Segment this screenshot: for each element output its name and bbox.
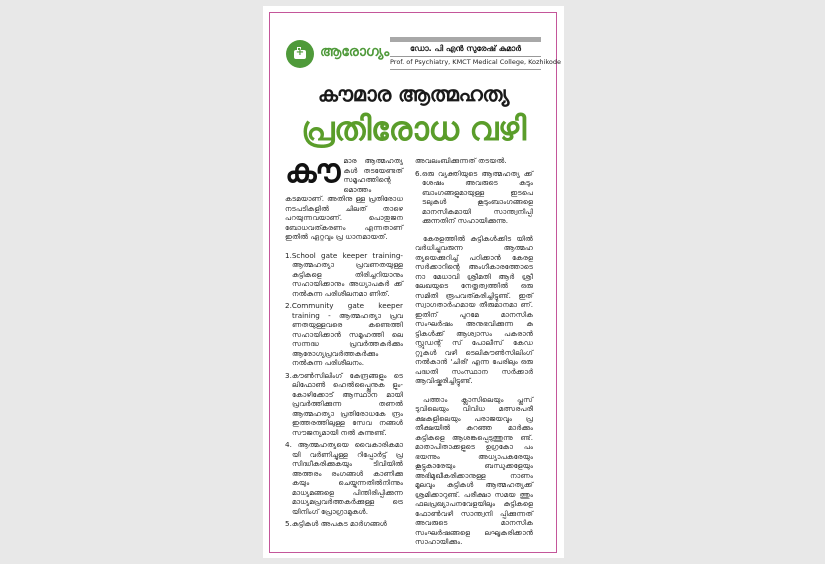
prevention-list-continued xyxy=(415,156,533,226)
divider xyxy=(390,56,541,57)
list-item: 6.ഒരു വ്യക്തിയുടെ ആത്മഹത്യ ക്ക് ശേഷം അവരുടെ കുടും ബാംഗങ്ങളുമായുള്ള ഇടപെ ടലുകൾ കൂടുംബാംഗങ്ങളെ മാനസികമായി സാന്ത്വനിപ്പി ക്കുന്നതിന് സഹായിക്കുന്നു. xyxy=(415,168,533,225)
body-paragraph: പത്താം ക്ലാസിലെയും പ്ലസ് ടുവിലെയും വിവിധ മത്സരപരീ ക്ഷകളിലെയും പരാജയവും പ്ര തീക്ഷയിൽ കുറഞ്ഞ മാർക്കും കുട്ടികളെ ആശങ്കപ്പെടുത്തുന്നു ണ്ട്. മാതാപിതാക്കളുടെ ഉഗ്രകോ പം ഭയന്നും അധ്യാപകരേയും കൂട്ടുകാരേയും ബന്ധുക്കളേയും അഭിമുഖീകരിക്കാനുള്ള നാണം മൂലവും കുട്ടികൾ ആത്മഹത്യക്ക് ശ്രമിക്കാറുണ്ട്. പരീക്ഷാ സമയ ത്തും ഫലപ്രഖ്യാപനവേളയിലും കുട്ടികളെ ഫോൺവഴി സാന്ത്വനി പ്പിക്കുന്നത് അവരുടെ മാനസിക സംഘർഷങ്ങളെ ലഘൂകരിക്കാൻ സാഹായിക്കും. xyxy=(415,394,533,546)
subheadline: പ്രതിരോധ വഴി xyxy=(301,109,526,148)
left-column xyxy=(285,151,403,532)
intro-paragraph xyxy=(285,151,403,242)
list-item: 4. ആത്മഹത്യയെ വൈകാരികമാ യി വർണിച്ചുള്ള റിപ്പോർട്ട് പ്ര സിദ്ധീകരിക്കുകയും ടിവിയിൽ അത്തരം രംഗങ്ങൾ കാണിക്കു കയും ചെയ്യുന്നതിൽനിന്നും മാധ്യമങ്ങളെ പിന്തിരിപ്പിക്കുന്ന മാധ്യമപ്രവർത്തകർക്കുള്ള ട്രെ യിനിംഗ് പ്രോഗ്രാമുകൾ. xyxy=(285,440,403,516)
author-name: ഡോ. പി എൻ സുരേഷ് കുമാർ xyxy=(410,44,521,53)
list-item: 3.കൗൺസിലിംഗ് കേന്ദ്രങ്ങളും ടെ ലിഫോൺ ഹെൽപ്പ്ലൈനുക ളും- കോഴിക്കോട് ആസ്ഥാന മായി പ്രവർത്തിക്കുന്ന തണൽ ആത്മഹത്യാ പ്രതിരോധകേ ന്ദ്രം ഇത്തരത്തിലുള്ള സേവ നങ്ങൾ സൗജന്യമായി നൽ കുന്നുണ്ട്. xyxy=(285,370,403,437)
dropcap: കൗ xyxy=(285,151,341,190)
headline: കൗമാര ആത്മഹത്യ xyxy=(317,82,510,106)
list-item-continuation: അവലംബിക്കുന്നത് തടയൽ. xyxy=(415,156,507,165)
section-label: ആരോഗ്യം xyxy=(320,44,390,60)
list-item: 5.കുട്ടികൾ അപകട മാർഗങ്ങൾ xyxy=(285,519,387,528)
intro-text: മാര ആത്മഹത്യ കൾ തടയേണ്ടത് സമൂഹത്തിന്റെ മൊത്തം കടമയാണ്. അതിനു ള്ള പ്രതിരോധ നടപടികളിൽ ചിലത് താഴെ പറയുന്നവയാണ്. പൊതുജന ബോധവത്കരണം എന്നതാണ് ഇതിൽ ഏറ്റവും പ്ര ധാനമായത്. xyxy=(285,156,403,241)
section-badge xyxy=(286,40,314,68)
author-bar xyxy=(390,37,541,42)
medical-kit-icon xyxy=(294,50,306,59)
body-paragraph: കേരളത്തിൽ കുട്ടികൾക്കിട യിൽ വർധിച്ചുവരുന്ന ആത്മഹ ത്യയെക്കുറിച്ച് പഠിക്കാൻ കേരള സർക്കാറിന്റെ അംഗീകാരത്തോടെ നാ മേധാവി ശ്രീമതി ആർ ശ്രീ ലേഖയുടെ നേതൃത്വത്തിൽ ഒരു സമിതി രൂപവത്കരിച്ചിട്ടുണ്ട്. ഇത് സ്വാഗതാർഹമായ തീരുമാനമാ ണ്. ഇതിന് പുറമേ മാനസിക സംഘർഷം അനുഭവിക്കുന്ന കു ട്ടികൾക്ക് ആശ്വാസം പകരാൻ സ്റ്റുഡന്റ് സ് പോലീസ് കേഡ റ്റുകൾ വഴി ടെലികൗൺസിലിംഗ് നൽകാൻ 'ചിരി' എന്ന പേരിലും ഒരു പദ്ധതി സംസ്ഥാന സർക്കാർ ആവിഷ്കരിച്ചിട്ടുണ്ട്. xyxy=(415,233,533,385)
divider xyxy=(390,69,541,70)
right-column xyxy=(415,156,533,556)
list-item: 1.School gate keeper training- ആത്മഹത്യാ പ്രവണതയുള്ള കുട്ടികളെ തിരിച്ചറിയാനും സഹായിക്കാനും അധ്യാപകർ ക്ക് നൽകുന്ന പരിശീലനമാ ണിത്. xyxy=(285,250,403,298)
prevention-list xyxy=(285,251,403,529)
author-title: Prof. of Psychiatry, KMCT Medical College, Kozhikode xyxy=(390,58,561,66)
list-item: 2.Community gate keeper training - ആത്മഹത്യാ പ്രവ ണതയുള്ളവരെ കണ്ടെത്തി സഹായിക്കാൻ സമൂഹത്തി ലെ സന്നദ്ധ പ്രവർത്തകർക്കും ആരോഗ്യപ്രവർത്തകർക്കും നൽകുന്ന പരിശീലനം. xyxy=(285,301,403,367)
newspaper-page xyxy=(263,6,564,558)
